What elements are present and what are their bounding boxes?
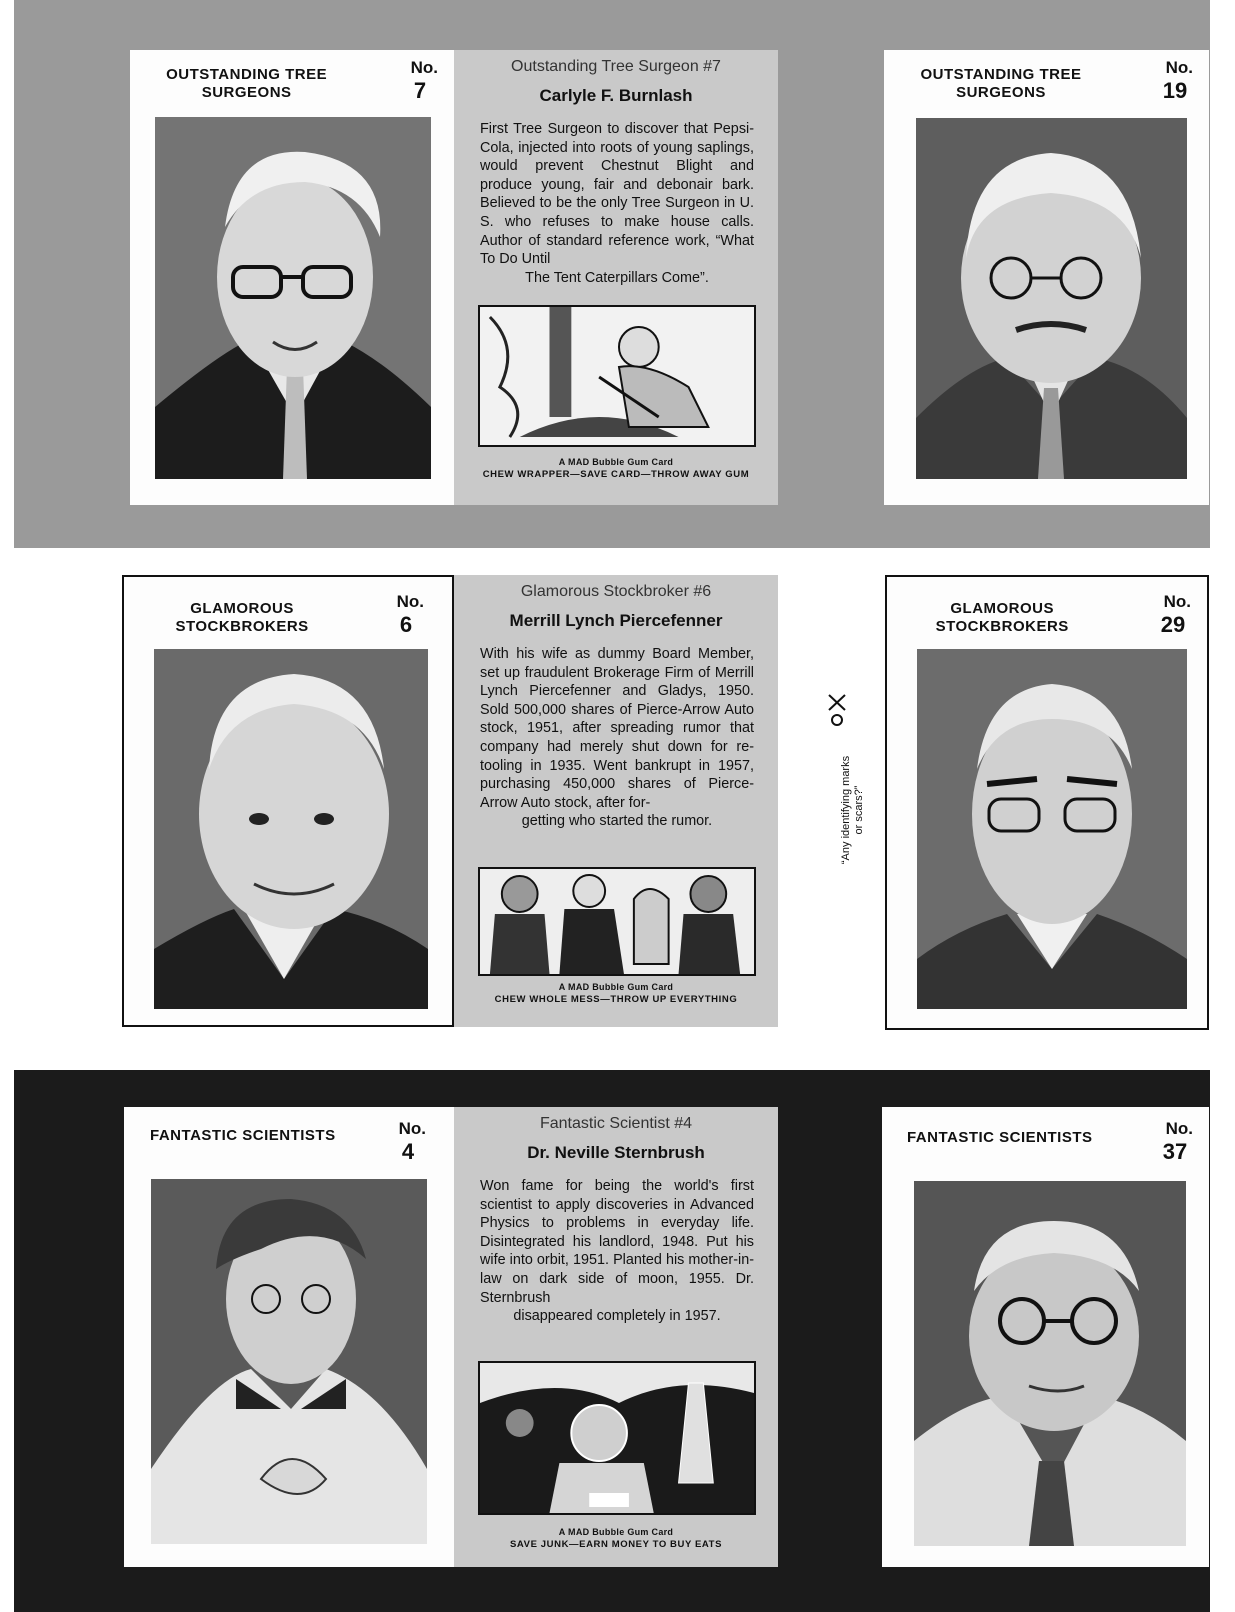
back-biography (480, 120, 754, 287)
card-category: OUTSTANDING TREE SURGEONS (920, 66, 1082, 101)
margin-note (770, 740, 900, 870)
back-biography (480, 645, 754, 831)
back-footer-line2: CHEW WRAPPER—SAVE CARD—THROW AWAY GUM (482, 469, 750, 480)
back-footer-line2: SAVE JUNK—EARN MONEY TO BUY EATS (509, 1539, 723, 1550)
back-subtitle: Fantastic Scientist #4 (539, 1115, 693, 1132)
back-subtitle: Glamorous Stockbroker #6 (520, 583, 712, 600)
stockbroker-card-6-back (454, 575, 778, 1027)
stockbroker-card-6-front (122, 575, 454, 1027)
left-page-edge (0, 0, 14, 1612)
portrait-illustration (914, 1181, 1186, 1546)
card-category: GLAMOROUS STOCKBROKERS (935, 600, 1069, 635)
back-footer-line1: A MAD Bubble Gum Card (558, 1527, 674, 1537)
scientist-card-4-back (454, 1107, 778, 1567)
card-number: 19 (1162, 78, 1188, 103)
ox-doodle-mark (824, 690, 850, 730)
margin-note-text: “Any identifying marks or scars?” (840, 755, 865, 865)
right-page-edge (1210, 0, 1235, 1612)
number-label: No. (1163, 592, 1191, 611)
biography-text: With his wife as dummy Board Member, set up fraudulent Brokerage Firm of Merrill Lynch Piercefenner and Gladys, 1950. Sold 500,000 shares of Pierce-Arrow Auto stock, 1951, after spreading rumor that company had merely shut down for re-tooling in 1935. Went bankrupt in 1957, purchasing 450,000 shares of Pierce-Arrow Auto stock, after for- (480, 646, 754, 811)
stockbroker-card-29-front (885, 575, 1209, 1030)
scientist-card-4-front (124, 1107, 454, 1567)
back-biography (480, 1177, 754, 1326)
tree-surgeon-card-19-front (884, 50, 1209, 505)
card-number: 37 (1162, 1139, 1188, 1164)
back-footer-line2: CHEW WHOLE MESS—THROW UP EVERYTHING (494, 994, 738, 1005)
number-label: No. (410, 58, 438, 77)
card-number: 7 (413, 78, 427, 103)
cartoon-panel (478, 1361, 756, 1515)
number-label: No. (1165, 1119, 1193, 1138)
portrait-illustration (155, 117, 431, 479)
back-subtitle: Outstanding Tree Surgeon #7 (511, 58, 721, 75)
tree-surgeon-card-7-back (454, 50, 778, 505)
portrait-illustration (917, 649, 1187, 1009)
biography-last-line: The Tent Caterpillars Come”. (525, 269, 709, 286)
tree-surgeon-card-7-front (130, 50, 454, 505)
cartoon-panel (478, 867, 756, 976)
card-category: GLAMOROUS STOCKBROKERS (175, 600, 309, 635)
back-footer-line1: A MAD Bubble Gum Card (558, 457, 674, 467)
back-person-name: Carlyle F. Burnlash (539, 86, 693, 105)
portrait-illustration (916, 118, 1187, 479)
card-category: FANTASTIC SCIENTISTS (906, 1129, 1093, 1146)
number-label: No. (398, 1119, 426, 1138)
back-person-name: Dr. Neville Sternbrush (527, 1143, 705, 1162)
scientist-card-37-front (882, 1107, 1209, 1567)
biography-last-line: getting who started the rumor. (521, 813, 713, 830)
portrait-illustration (151, 1179, 427, 1544)
back-footer-line1: A MAD Bubble Gum Card (558, 982, 674, 992)
cartoon-panel (478, 305, 756, 447)
card-category: OUTSTANDING TREE SURGEONS (166, 66, 328, 101)
card-category: FANTASTIC SCIENTISTS (150, 1127, 336, 1144)
portrait-illustration (154, 649, 428, 1009)
card-number: 4 (401, 1139, 415, 1164)
number-label: No. (1165, 58, 1193, 77)
card-number: 29 (1160, 612, 1186, 637)
card-number: 6 (399, 612, 413, 637)
biography-last-line: disappeared completely in 1957. (513, 1308, 721, 1325)
biography-text: Won fame for being the world's first scientist to apply discoveries in Advanced Physics to problems in everyday life. Disintegrated his landlord, 1948. Put his wife into orbit, 1951. Planted his mother-in-law on dark side of moon, 1955. Dr. Sternbrush (480, 1178, 754, 1306)
number-label: No. (396, 592, 424, 611)
biography-text: First Tree Surgeon to discover that Pepsi-Cola, injected into roots of young saplings, would prevent Chestnut Blight and produce young, fair and debonair bark. Believed to be the only Tree Surgeon in U. S. who refuses to make house calls. Author of standard reference work, “What To Do Until (480, 121, 754, 268)
back-person-name: Merrill Lynch Piercefenner (509, 611, 723, 630)
